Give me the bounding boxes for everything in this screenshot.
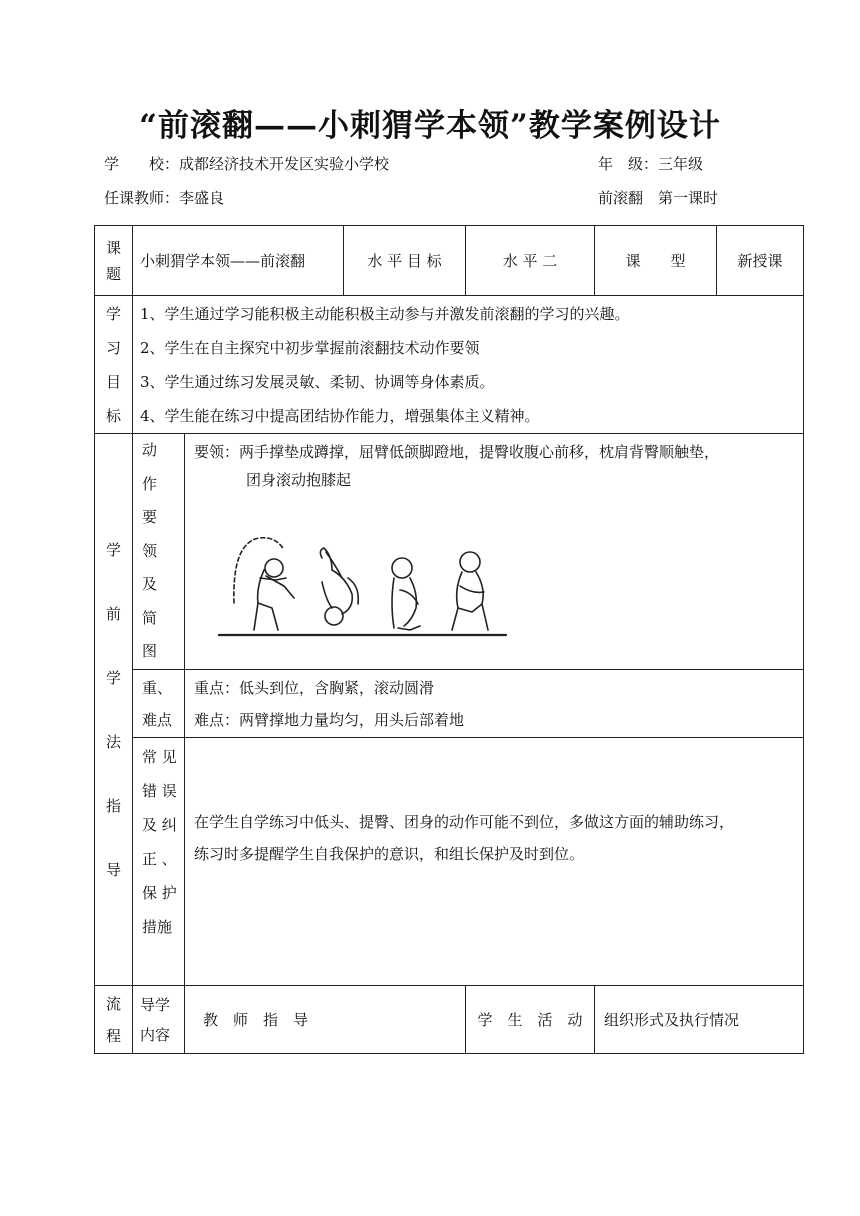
type-label-cell: 课 型: [595, 226, 717, 296]
errors-label-line: 错 误: [142, 782, 177, 800]
errors-content-cell: [185, 738, 804, 986]
essentials-text-line2: 团身滚动抱膝起: [246, 471, 352, 489]
errors-text-line1: 在学生自学练习中低头、提臀、团身的动作可能不到位，多做这方面的辅助练习，: [194, 813, 735, 831]
topic-row: [95, 226, 804, 296]
guide-label-char: 学: [105, 668, 121, 687]
guide-label-char: 导: [105, 860, 121, 879]
keypoints-row: [95, 670, 804, 738]
teacher-value: 李盛良: [179, 189, 225, 207]
errors-label-line: 保 护: [142, 884, 177, 902]
flow-content-label-cell: [133, 986, 185, 1054]
topic-label-char: 题: [105, 264, 121, 283]
flow-content-label-line: 内容: [140, 1025, 171, 1044]
essentials-label-char: 简: [142, 608, 158, 627]
lesson-plan-table: [94, 225, 804, 1054]
essentials-label-char: 动: [142, 441, 158, 460]
grade-label: 年 级：: [598, 155, 659, 173]
key-point-text: 重点：低头到位，含胸紧，滚动圆滑: [194, 678, 435, 697]
essentials-label-cell: [133, 434, 185, 670]
topic-label-char: 课: [105, 238, 121, 257]
grade-line: [598, 153, 703, 175]
guide-label-char: 前: [105, 604, 121, 623]
flow-label-char: 流: [105, 994, 121, 1013]
teacher-guidance-header: 教 师 指 导: [185, 986, 466, 1054]
topic-label-cell: [95, 226, 133, 296]
essentials-label-char: 图: [142, 642, 158, 661]
difficulty-text: 难点：两臂撑地力量均匀，用头后部着地: [194, 710, 465, 729]
guide-label-cell: [95, 434, 133, 986]
keypoints-content-cell: [185, 670, 804, 738]
teacher-line: [104, 187, 224, 209]
errors-text-line2: 练习时多提醒学生自我保护的意识，和组长保护及时到位。: [194, 845, 585, 863]
goal-item: 1、学生通过学习能积极主动能积极主动参与并激发前滚翻的学习的兴趣。: [140, 304, 630, 323]
keypoints-label-cell: [133, 670, 185, 738]
keypoints-label-line: 重、: [142, 678, 173, 697]
level-label-cell: 水 平 目 标: [344, 226, 466, 296]
goal-item: 3、学生通过练习发展灵敏、柔韧、协调等身体素质。: [140, 372, 495, 391]
level-value-cell: 水 平 二: [466, 226, 595, 296]
guide-label-char: 指: [105, 796, 121, 815]
lesson-line: 前滚翻 第一课时: [598, 189, 719, 207]
school-line: [104, 153, 389, 175]
student-activity-header: 学 生 活 动: [466, 986, 595, 1054]
topic-value-cell: 小刺猬学本领——前滚翻: [133, 226, 344, 296]
type-value-cell: 新授课: [717, 226, 804, 296]
essentials-content-cell: [185, 434, 804, 670]
essentials-row: [95, 434, 804, 670]
organization-header: 组织形式及执行情况: [595, 986, 804, 1054]
errors-label-line: 及 纠: [142, 816, 177, 834]
flow-content-label-line: 导学: [140, 995, 171, 1014]
goals-content-cell: [133, 296, 804, 434]
errors-row: [95, 738, 804, 986]
teacher-label: 任课教师：: [104, 189, 180, 207]
essentials-text-line1: 要领：两手撑垫成蹲撑，屈臂低颌脚蹬地，提臀收腹心前移，枕肩背臀顺触垫，: [194, 443, 720, 461]
goals-label-cell: [95, 296, 133, 434]
errors-label-line: 常 见: [142, 748, 177, 766]
forward-roll-figure: [214, 508, 514, 658]
goals-label-char: 学: [105, 304, 121, 323]
essentials-label-char: 及: [142, 575, 158, 594]
guide-label-char: 法: [105, 732, 121, 751]
school-value: 成都经济技术开发区实验小学校: [179, 155, 390, 173]
errors-label-line: 措施: [142, 918, 173, 936]
errors-label-cell: [133, 738, 185, 986]
goals-label-char: 目: [105, 372, 121, 391]
goals-row: [95, 296, 804, 434]
flow-label-char: 程: [105, 1026, 121, 1045]
grade-value: 三年级: [658, 155, 704, 173]
flow-row: [95, 986, 804, 1054]
goal-item: 4、学生能在练习中提高团结协作能力，增强集体主义精神。: [140, 406, 540, 425]
guide-label-char: 学: [105, 540, 121, 559]
flow-label-cell: [95, 986, 133, 1054]
keypoints-label-line: 难点: [142, 710, 173, 729]
essentials-label-char: 领: [142, 541, 158, 560]
essentials-label-char: 要: [142, 508, 158, 527]
goals-label-char: 标: [105, 406, 121, 425]
essentials-label-char: 作: [142, 474, 158, 493]
document-title: “前滚翻——小刺猬学本领”教学案例设计: [139, 108, 721, 144]
school-label: 学 校：: [104, 155, 180, 173]
goal-item: 2、学生在自主探究中初步掌握前滚翻技术动作要领: [140, 338, 480, 357]
goals-label-char: 习: [105, 338, 121, 357]
forward-roll-illustration: [214, 508, 514, 658]
errors-label-line: 正 、: [142, 850, 177, 868]
